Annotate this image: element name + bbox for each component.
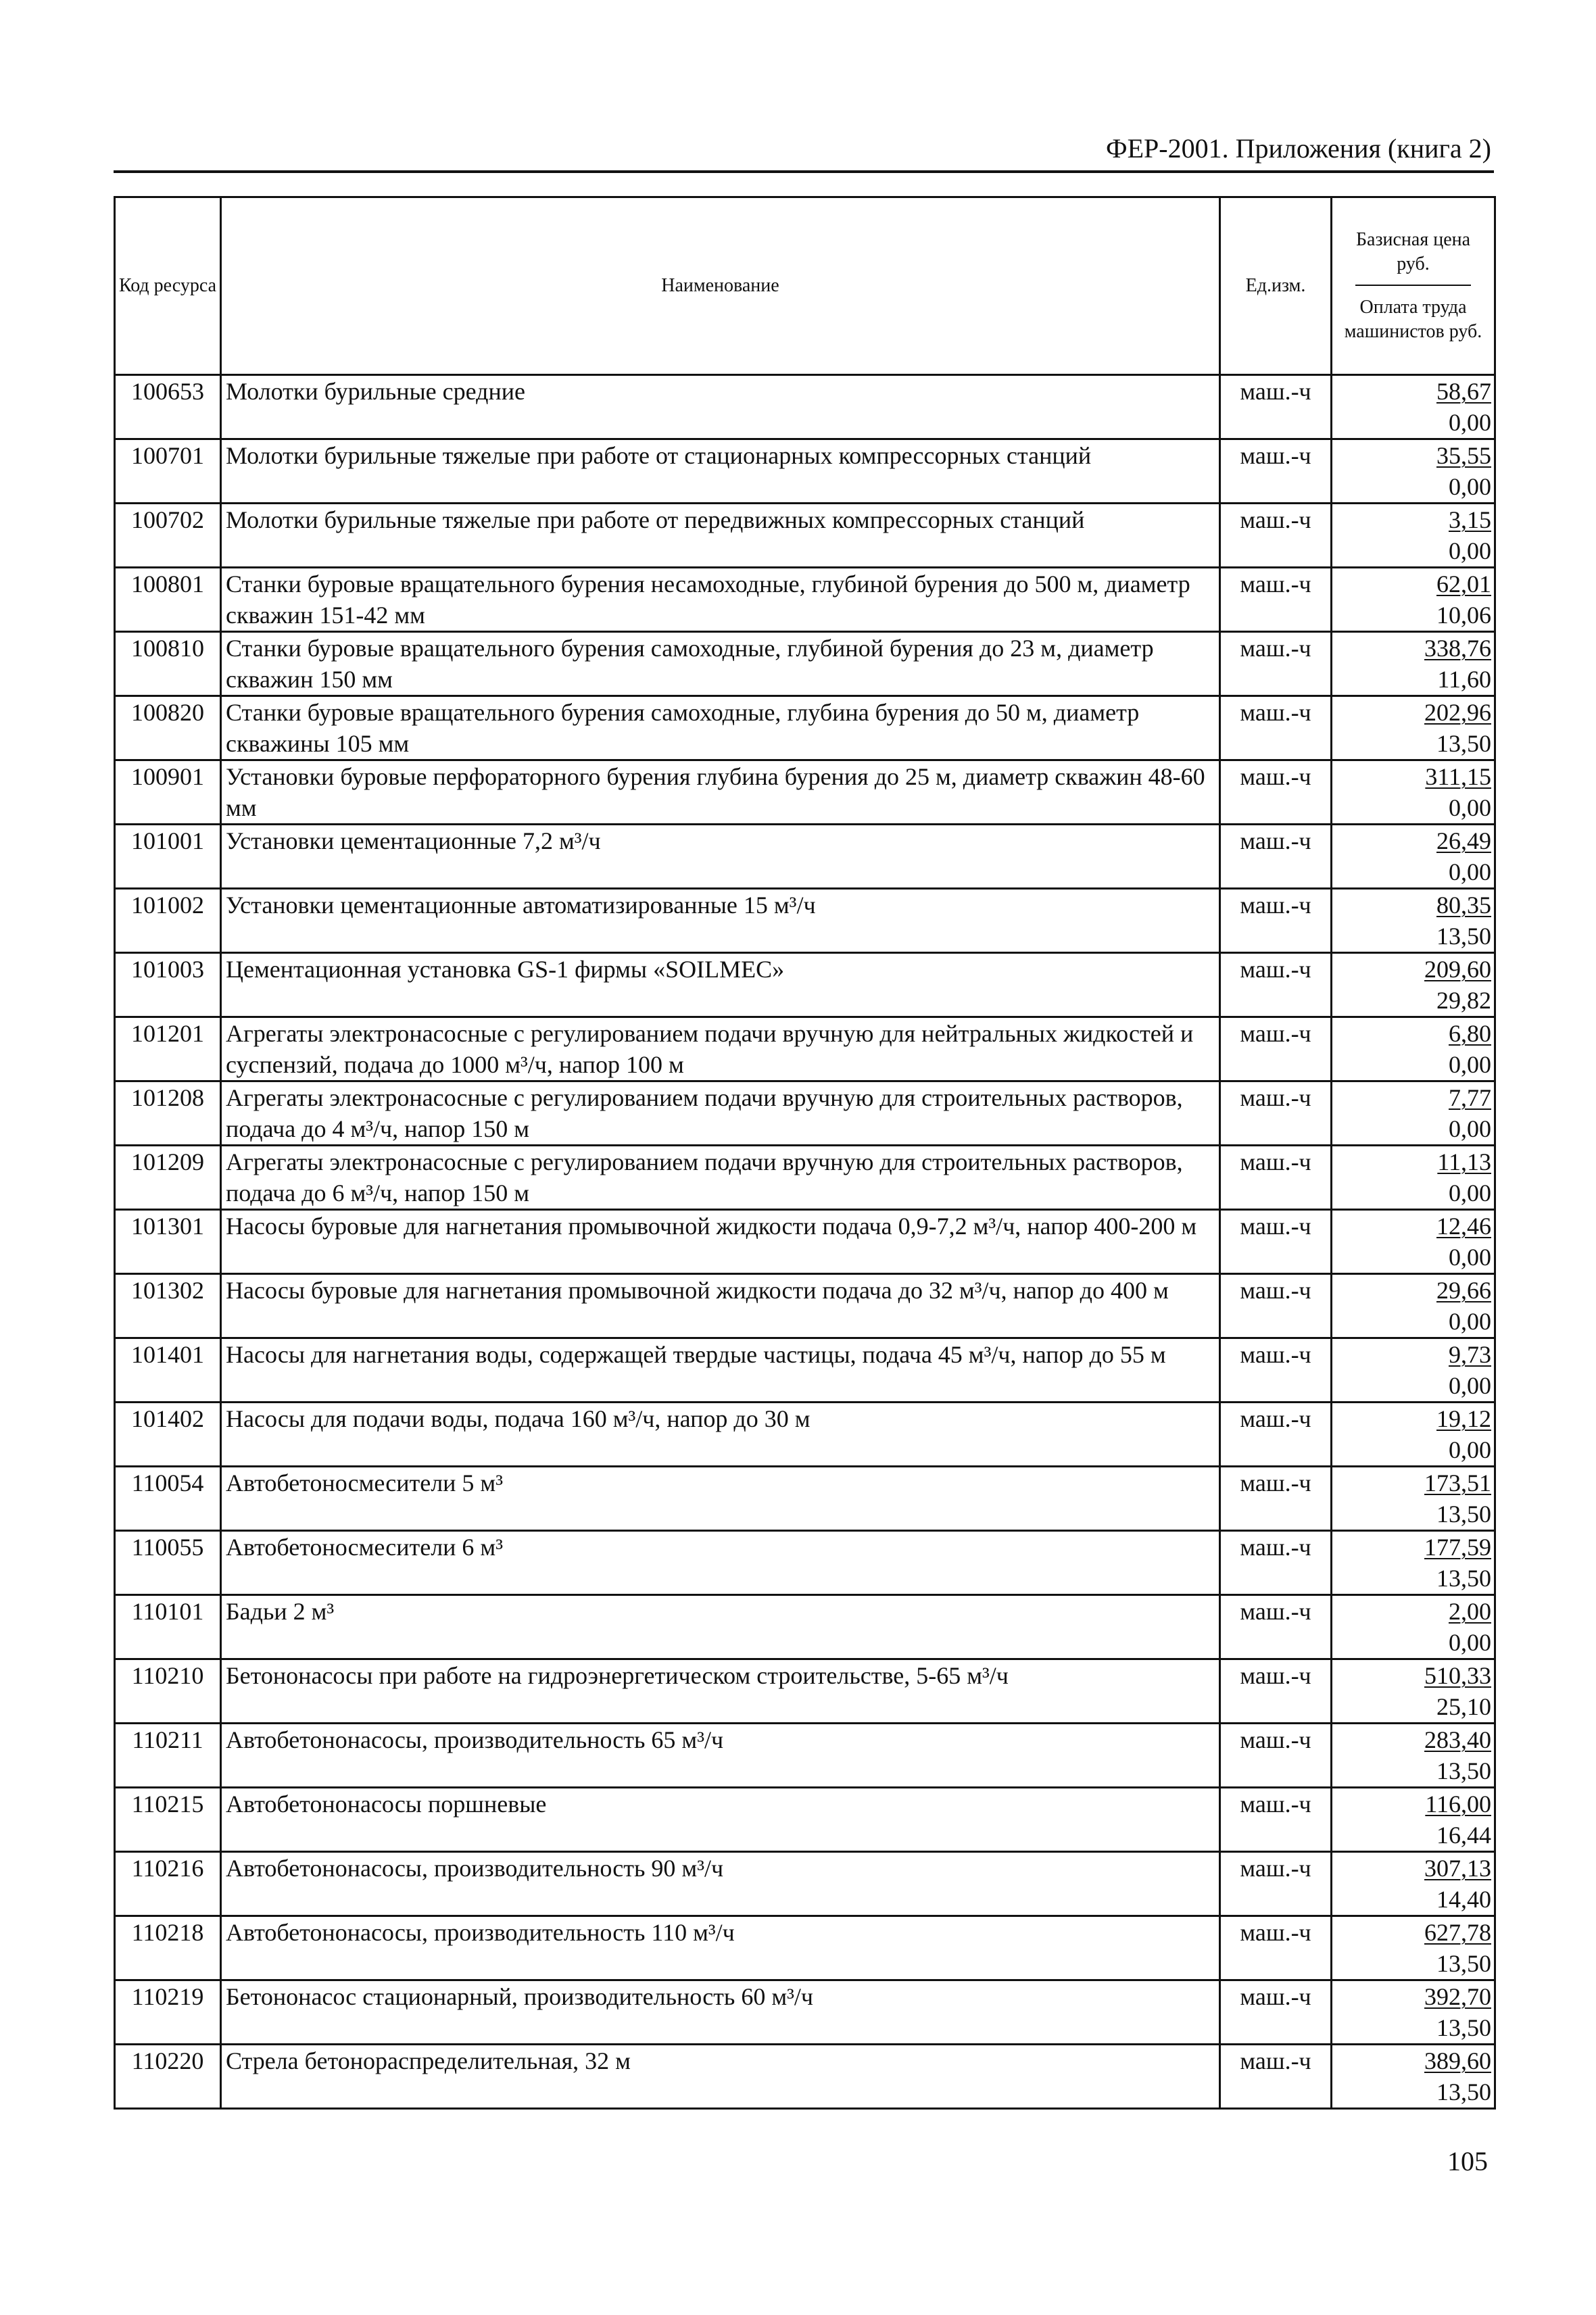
resource-code: 110215 xyxy=(115,1788,221,1852)
operator-wages: 11,60 xyxy=(1437,666,1491,693)
resource-name: Насосы буровые для нагнетания промывочной жидкости подача 0,9-7,2 м³/ч, напор 400-200 м xyxy=(221,1210,1220,1274)
table-row xyxy=(115,1595,1495,1659)
base-price: 116,00 xyxy=(1425,1790,1491,1818)
header-operator-wages: Оплата труда машинистов руб. xyxy=(1344,297,1482,342)
resource-name: Автобетоносмесители 6 м³ xyxy=(221,1531,1220,1595)
price-cell xyxy=(1332,1916,1495,1980)
resource-unit: маш.-ч xyxy=(1220,1403,1332,1467)
resource-name: Насосы для подачи воды, подача 160 м³/ч, напор до 30 м xyxy=(221,1403,1220,1467)
header-name: Наименование xyxy=(221,197,1220,375)
base-price: 35,55 xyxy=(1436,442,1491,469)
resource-unit: маш.-ч xyxy=(1220,568,1332,632)
operator-wages: 10,06 xyxy=(1436,602,1491,629)
resource-unit: маш.-ч xyxy=(1220,1595,1332,1659)
table-row xyxy=(115,1852,1495,1916)
resource-name: Станки буровые вращательного бурения самоходные, глубина бурения до 50 м, диаметр скважины 105 мм xyxy=(221,696,1220,760)
price-cell xyxy=(1332,2045,1495,2109)
resource-name: Бетононасосы при работе на гидроэнергетическом строительстве, 5-65 м³/ч xyxy=(221,1659,1220,1724)
table-row xyxy=(115,889,1495,953)
resource-code: 110219 xyxy=(115,1980,221,2045)
base-price: 283,40 xyxy=(1424,1726,1491,1753)
price-cell xyxy=(1332,1274,1495,1338)
operator-wages: 13,50 xyxy=(1436,1950,1491,1977)
table-row xyxy=(115,1403,1495,1467)
operator-wages: 0,00 xyxy=(1449,1115,1491,1142)
resource-code: 101209 xyxy=(115,1146,221,1210)
table-row xyxy=(115,1980,1495,2045)
resource-code: 110054 xyxy=(115,1467,221,1531)
price-cell xyxy=(1332,1467,1495,1531)
operator-wages: 13,50 xyxy=(1436,1501,1491,1528)
resource-name: Молотки бурильные тяжелые при работе от стационарных компрессорных станций xyxy=(221,439,1220,504)
table-body xyxy=(115,375,1495,2109)
resource-code: 110216 xyxy=(115,1852,221,1916)
header-unit: Ед.изм. xyxy=(1220,197,1332,375)
base-price: 62,01 xyxy=(1436,570,1491,598)
resource-code: 101003 xyxy=(115,953,221,1017)
price-cell xyxy=(1332,1788,1495,1852)
operator-wages: 13,50 xyxy=(1436,2078,1491,2105)
operator-wages: 13,50 xyxy=(1436,1565,1491,1592)
operator-wages: 14,40 xyxy=(1436,1886,1491,1913)
resource-code: 110220 xyxy=(115,2045,221,2109)
table-row xyxy=(115,825,1495,889)
base-price: 3,15 xyxy=(1449,506,1491,533)
base-price: 7,77 xyxy=(1449,1084,1491,1111)
price-cell xyxy=(1332,1595,1495,1659)
resource-name: Автобетоносмесители 5 м³ xyxy=(221,1467,1220,1531)
operator-wages: 0,00 xyxy=(1449,1051,1491,1078)
price-cell xyxy=(1332,953,1495,1017)
resource-unit: маш.-ч xyxy=(1220,1467,1332,1531)
base-price: 11,13 xyxy=(1437,1148,1491,1175)
resource-name: Агрегаты электронасосные с регулированием подачи вручную для строительных растворов, подача до 6 м³/ч, напор 150 м xyxy=(221,1146,1220,1210)
operator-wages: 0,00 xyxy=(1449,1308,1491,1335)
resource-name: Насосы для нагнетания воды, содержащей твердые частицы, подача 45 м³/ч, напор до 55 м xyxy=(221,1338,1220,1403)
operator-wages: 13,50 xyxy=(1436,2014,1491,2041)
resource-name: Автобетононасосы, производительность 65 м³/ч xyxy=(221,1724,1220,1788)
operator-wages: 0,00 xyxy=(1449,794,1491,821)
resource-unit: маш.-ч xyxy=(1220,1146,1332,1210)
price-cell xyxy=(1332,696,1495,760)
operator-wages: 0,00 xyxy=(1449,1372,1491,1399)
resource-name: Агрегаты электронасосные с регулированием подачи вручную для строительных растворов, подача до 4 м³/ч, напор 150 м xyxy=(221,1081,1220,1146)
price-cell xyxy=(1332,1017,1495,1081)
resource-code: 100801 xyxy=(115,568,221,632)
base-price: 29,66 xyxy=(1436,1277,1491,1304)
resource-unit: маш.-ч xyxy=(1220,1724,1332,1788)
resource-unit: маш.-ч xyxy=(1220,1788,1332,1852)
base-price: 6,80 xyxy=(1449,1020,1491,1047)
base-price: 26,49 xyxy=(1436,827,1491,854)
base-price: 389,60 xyxy=(1424,2047,1491,2074)
operator-wages: 0,00 xyxy=(1449,1179,1491,1207)
page-number: 105 xyxy=(1447,2146,1488,2176)
operator-wages: 13,50 xyxy=(1436,923,1491,950)
operator-wages: 13,50 xyxy=(1436,730,1491,757)
base-price: 392,70 xyxy=(1424,1983,1491,2010)
operator-wages: 0,00 xyxy=(1449,1244,1491,1271)
price-cell xyxy=(1332,1403,1495,1467)
resource-unit: маш.-ч xyxy=(1220,375,1332,439)
resource-unit: маш.-ч xyxy=(1220,1274,1332,1338)
resource-name: Агрегаты электронасосные с регулированием подачи вручную для нейтральных жидкостей и суспензий, подача до 1000 м³/ч, напор 100 м xyxy=(221,1017,1220,1081)
table-row xyxy=(115,953,1495,1017)
price-cell xyxy=(1332,632,1495,696)
resource-unit: маш.-ч xyxy=(1220,1081,1332,1146)
resource-table xyxy=(114,196,1496,2110)
price-cell xyxy=(1332,1980,1495,2045)
resource-code: 110210 xyxy=(115,1659,221,1724)
operator-wages: 0,00 xyxy=(1449,409,1491,436)
resource-name: Бадьи 2 м³ xyxy=(221,1595,1220,1659)
table-row xyxy=(115,1916,1495,1980)
table-row xyxy=(115,1788,1495,1852)
resource-code: 101208 xyxy=(115,1081,221,1146)
base-price: 80,35 xyxy=(1436,892,1491,919)
resource-name: Молотки бурильные тяжелые при работе от передвижных компрессорных станций xyxy=(221,504,1220,568)
base-price: 209,60 xyxy=(1424,956,1491,983)
table-row xyxy=(115,439,1495,504)
table-row xyxy=(115,1659,1495,1724)
resource-unit: маш.-ч xyxy=(1220,889,1332,953)
resource-code: 100701 xyxy=(115,439,221,504)
base-price: 9,73 xyxy=(1449,1341,1491,1368)
price-cell xyxy=(1332,1338,1495,1403)
operator-wages: 16,44 xyxy=(1436,1822,1491,1849)
price-cell xyxy=(1332,1081,1495,1146)
resource-code: 101001 xyxy=(115,825,221,889)
resource-unit: маш.-ч xyxy=(1220,760,1332,825)
price-cell xyxy=(1332,568,1495,632)
table-row xyxy=(115,1338,1495,1403)
operator-wages: 29,82 xyxy=(1436,987,1491,1014)
resource-code: 101401 xyxy=(115,1338,221,1403)
resource-unit: маш.-ч xyxy=(1220,1531,1332,1595)
resource-code: 101402 xyxy=(115,1403,221,1467)
base-price: 2,00 xyxy=(1449,1598,1491,1625)
price-cell xyxy=(1332,1852,1495,1916)
resource-unit: маш.-ч xyxy=(1220,632,1332,696)
resource-name: Установки цементационные 7,2 м³/ч xyxy=(221,825,1220,889)
resource-code: 100702 xyxy=(115,504,221,568)
price-cell xyxy=(1332,439,1495,504)
resource-code: 110101 xyxy=(115,1595,221,1659)
resource-name: Станки буровые вращательного бурения несамоходные, глубиной бурения до 500 м, диаметр скважин 151-42 мм xyxy=(221,568,1220,632)
base-price: 202,96 xyxy=(1424,699,1491,726)
table-row xyxy=(115,1081,1495,1146)
table-row xyxy=(115,375,1495,439)
operator-wages: 0,00 xyxy=(1449,1629,1491,1656)
resource-code: 100653 xyxy=(115,375,221,439)
table-row xyxy=(115,1146,1495,1210)
base-price: 338,76 xyxy=(1424,635,1491,662)
resource-unit: маш.-ч xyxy=(1220,504,1332,568)
header-price xyxy=(1332,197,1495,375)
table-row xyxy=(115,1467,1495,1531)
resource-code: 101301 xyxy=(115,1210,221,1274)
price-cell xyxy=(1332,760,1495,825)
price-cell xyxy=(1332,375,1495,439)
table-row xyxy=(115,2045,1495,2109)
operator-wages: 0,00 xyxy=(1449,1436,1491,1463)
resource-name: Установки цементационные автоматизированные 15 м³/ч xyxy=(221,889,1220,953)
table-row xyxy=(115,696,1495,760)
resource-unit: маш.-ч xyxy=(1220,2045,1332,2109)
resource-name: Автобетононасосы, производительность 110 м³/ч xyxy=(221,1916,1220,1980)
table-row xyxy=(115,1017,1495,1081)
resource-unit: маш.-ч xyxy=(1220,1338,1332,1403)
resource-name: Стрела бетонораспределительная, 32 м xyxy=(221,2045,1220,2109)
price-cell xyxy=(1332,825,1495,889)
resource-code: 101201 xyxy=(115,1017,221,1081)
resource-name: Установки буровые перфораторного бурения глубина бурения до 25 м, диаметр скважин 48-60 мм xyxy=(221,760,1220,825)
operator-wages: 0,00 xyxy=(1449,537,1491,564)
price-cell xyxy=(1332,889,1495,953)
operator-wages: 0,00 xyxy=(1449,473,1491,500)
resource-code: 100820 xyxy=(115,696,221,760)
resource-name: Автобетононасосы поршневые xyxy=(221,1788,1220,1852)
resource-name: Бетононасос стационарный, производительность 60 м³/ч xyxy=(221,1980,1220,2045)
header-base-price: Базисная цена руб. xyxy=(1355,228,1471,286)
table-row xyxy=(115,504,1495,568)
operator-wages: 13,50 xyxy=(1436,1757,1491,1784)
base-price: 510,33 xyxy=(1424,1662,1491,1689)
resource-code: 110211 xyxy=(115,1724,221,1788)
price-cell xyxy=(1332,1724,1495,1788)
operator-wages: 25,10 xyxy=(1436,1693,1491,1720)
table-row xyxy=(115,632,1495,696)
header-code: Код ресурса xyxy=(115,197,221,375)
base-price: 307,13 xyxy=(1424,1855,1491,1882)
price-cell xyxy=(1332,1659,1495,1724)
table-row xyxy=(115,568,1495,632)
resource-unit: маш.-ч xyxy=(1220,696,1332,760)
base-price: 177,59 xyxy=(1424,1534,1491,1561)
resource-unit: маш.-ч xyxy=(1220,825,1332,889)
resource-code: 101002 xyxy=(115,889,221,953)
resource-unit: маш.-ч xyxy=(1220,439,1332,504)
resource-code: 110055 xyxy=(115,1531,221,1595)
base-price: 627,78 xyxy=(1424,1919,1491,1946)
base-price: 58,67 xyxy=(1436,378,1491,405)
base-price: 19,12 xyxy=(1436,1405,1491,1432)
price-cell xyxy=(1332,1531,1495,1595)
table-row xyxy=(115,1724,1495,1788)
header-rule xyxy=(114,170,1494,173)
base-price: 311,15 xyxy=(1425,763,1491,790)
resource-name: Молотки бурильные средние xyxy=(221,375,1220,439)
resource-name: Станки буровые вращательного бурения самоходные, глубиной бурения до 23 м, диаметр скважин 150 мм xyxy=(221,632,1220,696)
base-price: 173,51 xyxy=(1424,1469,1491,1496)
resource-unit: маш.-ч xyxy=(1220,1659,1332,1724)
resource-name: Цементационная установка GS-1 фирмы «SOILMEC» xyxy=(221,953,1220,1017)
resource-unit: маш.-ч xyxy=(1220,1852,1332,1916)
resource-unit: маш.-ч xyxy=(1220,1916,1332,1980)
table-row xyxy=(115,1531,1495,1595)
resource-unit: маш.-ч xyxy=(1220,1980,1332,2045)
resource-unit: маш.-ч xyxy=(1220,1210,1332,1274)
table-row xyxy=(115,1210,1495,1274)
resource-code: 101302 xyxy=(115,1274,221,1338)
resource-code: 100810 xyxy=(115,632,221,696)
table-row xyxy=(115,1274,1495,1338)
price-cell xyxy=(1332,1210,1495,1274)
resource-name: Автобетононасосы, производительность 90 м³/ч xyxy=(221,1852,1220,1916)
table-row xyxy=(115,760,1495,825)
operator-wages: 0,00 xyxy=(1449,858,1491,885)
table-header-row xyxy=(115,197,1495,375)
base-price: 12,46 xyxy=(1436,1213,1491,1240)
resource-unit: маш.-ч xyxy=(1220,1017,1332,1081)
running-header: ФЕР-2001. Приложения (книга 2) xyxy=(1106,133,1491,164)
price-cell xyxy=(1332,1146,1495,1210)
resource-unit: маш.-ч xyxy=(1220,953,1332,1017)
resource-code: 100901 xyxy=(115,760,221,825)
price-cell xyxy=(1332,504,1495,568)
resource-code: 110218 xyxy=(115,1916,221,1980)
resource-name: Насосы буровые для нагнетания промывочной жидкости подача до 32 м³/ч, напор до 400 м xyxy=(221,1274,1220,1338)
